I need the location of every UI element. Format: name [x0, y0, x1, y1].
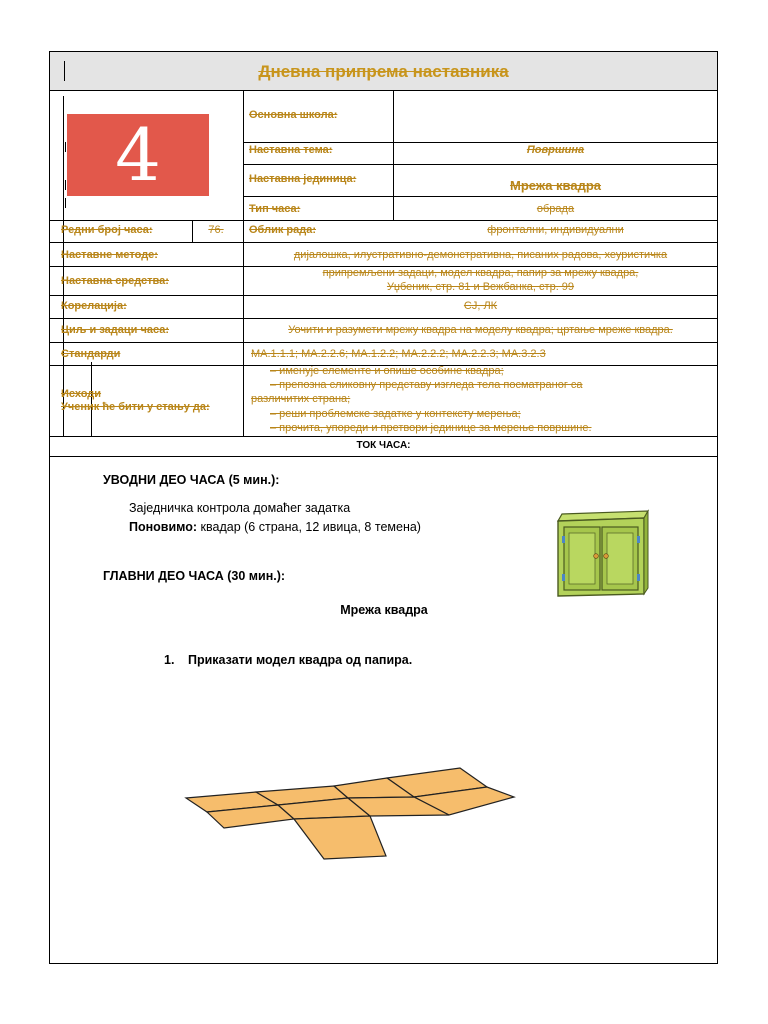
main-subtitle: Мрежа квадра: [340, 603, 428, 617]
cuboid-cabinet-illustration: [550, 508, 654, 600]
intro-heading: УВОДНИ ДЕО ЧАСА (5 мин.):: [103, 473, 280, 487]
methods-value: дијалошка, илустративно-демонстративна, писаних радова, хеуристичка: [293, 249, 668, 261]
methods-label: Наставне методе:: [61, 249, 158, 261]
grid-col-line: [192, 220, 193, 242]
task-number: 1.: [164, 653, 175, 667]
margin-tick: [65, 198, 66, 208]
grid-line: [243, 142, 717, 143]
standards-value: МА.1.1.1; МА.2.2.6; МА.1.2.2; МА.2.2.2; МА.2.2.3; МА.3.2.3: [251, 348, 546, 360]
correlation-label: Корелација:: [61, 300, 127, 312]
topic-value: Површина: [526, 144, 585, 156]
grid-line: [50, 242, 717, 243]
grid-line: [243, 196, 717, 197]
main-heading: ГЛАВНИ ДЕО ЧАСА (30 мин.):: [103, 569, 286, 583]
cuboid-net-illustration: [184, 765, 518, 861]
type-label: Тип часа:: [249, 203, 301, 215]
means-line-1: припремљени задаци, модел квадра, папир за мрежу квадра,: [322, 267, 639, 279]
lesson-number-label: Редни број часа:: [61, 224, 153, 236]
outcomes-sublabel: Ученик ће бити у стању да:: [61, 401, 210, 413]
outcome-item: – реши проблемске задатке у контексту мерења;: [270, 408, 521, 420]
margin-tick: [65, 180, 66, 190]
grid-line: [50, 295, 717, 296]
means-line-2: Уџбеник, стр. 81 и Вежбанка, стр. 99: [386, 281, 575, 293]
outcomes-label: Исходи: [61, 388, 102, 400]
net-face-bottom: [294, 816, 386, 859]
title-bar: [50, 52, 717, 91]
means-label: Наставна средства:: [61, 275, 169, 287]
task-text: Приказати модел квадра од папира.: [188, 653, 413, 667]
topic-label: Наставна тема:: [249, 144, 333, 156]
work-form-label: Облик рада:: [249, 224, 316, 236]
work-form-value: фронтални, индивидуални: [487, 224, 624, 236]
type-value: обрада: [536, 203, 575, 215]
repeat-label: Поновимо:: [129, 520, 198, 534]
logo-digit: 4: [115, 113, 161, 197]
grid-line: [50, 456, 717, 457]
outcome-item: – именује елементе и опише особине квадра;: [270, 365, 504, 377]
outcome-item: – прочита, упореди и претвори јединице за мерење површине.: [270, 422, 592, 434]
unit-value: Мрежа квадра: [509, 178, 602, 193]
goal-label: Циљ и задаци часа:: [61, 324, 169, 336]
grid-line: [50, 220, 717, 221]
page-title: Дневна припрема наставника: [258, 62, 509, 81]
repeat-line: [129, 520, 421, 534]
outcome-item: различитих страна;: [251, 393, 351, 405]
goal-value: Уочити и разумети мрежу квадра на моделу квадра; цртање мреже квадра.: [288, 324, 673, 336]
school-label: Основна школа:: [249, 109, 338, 121]
intro-text: Заједничка контрола домаћег задатка: [129, 501, 351, 515]
unit-label: Наставна јединица:: [249, 173, 357, 185]
repeat-text: квадар (6 страна, 12 ивица, 8 темена): [197, 520, 421, 534]
margin-tick: [65, 142, 66, 152]
outcome-item: – препозна сликовну представу изгледа тела посматраног са: [270, 379, 583, 391]
grid-line: [50, 342, 717, 343]
lesson-number-value: 76.: [208, 224, 224, 236]
logo-number-badge: [67, 114, 209, 196]
lesson-flow-heading: ТОК ЧАСА:: [356, 440, 411, 451]
grid-line: [50, 318, 717, 319]
grid-line: [50, 436, 717, 437]
grid-col-line: [243, 91, 244, 436]
correlation-value: СЈ, ЛК: [463, 300, 498, 312]
grid-line: [243, 164, 717, 165]
standards-label: Стандарди: [61, 348, 121, 360]
